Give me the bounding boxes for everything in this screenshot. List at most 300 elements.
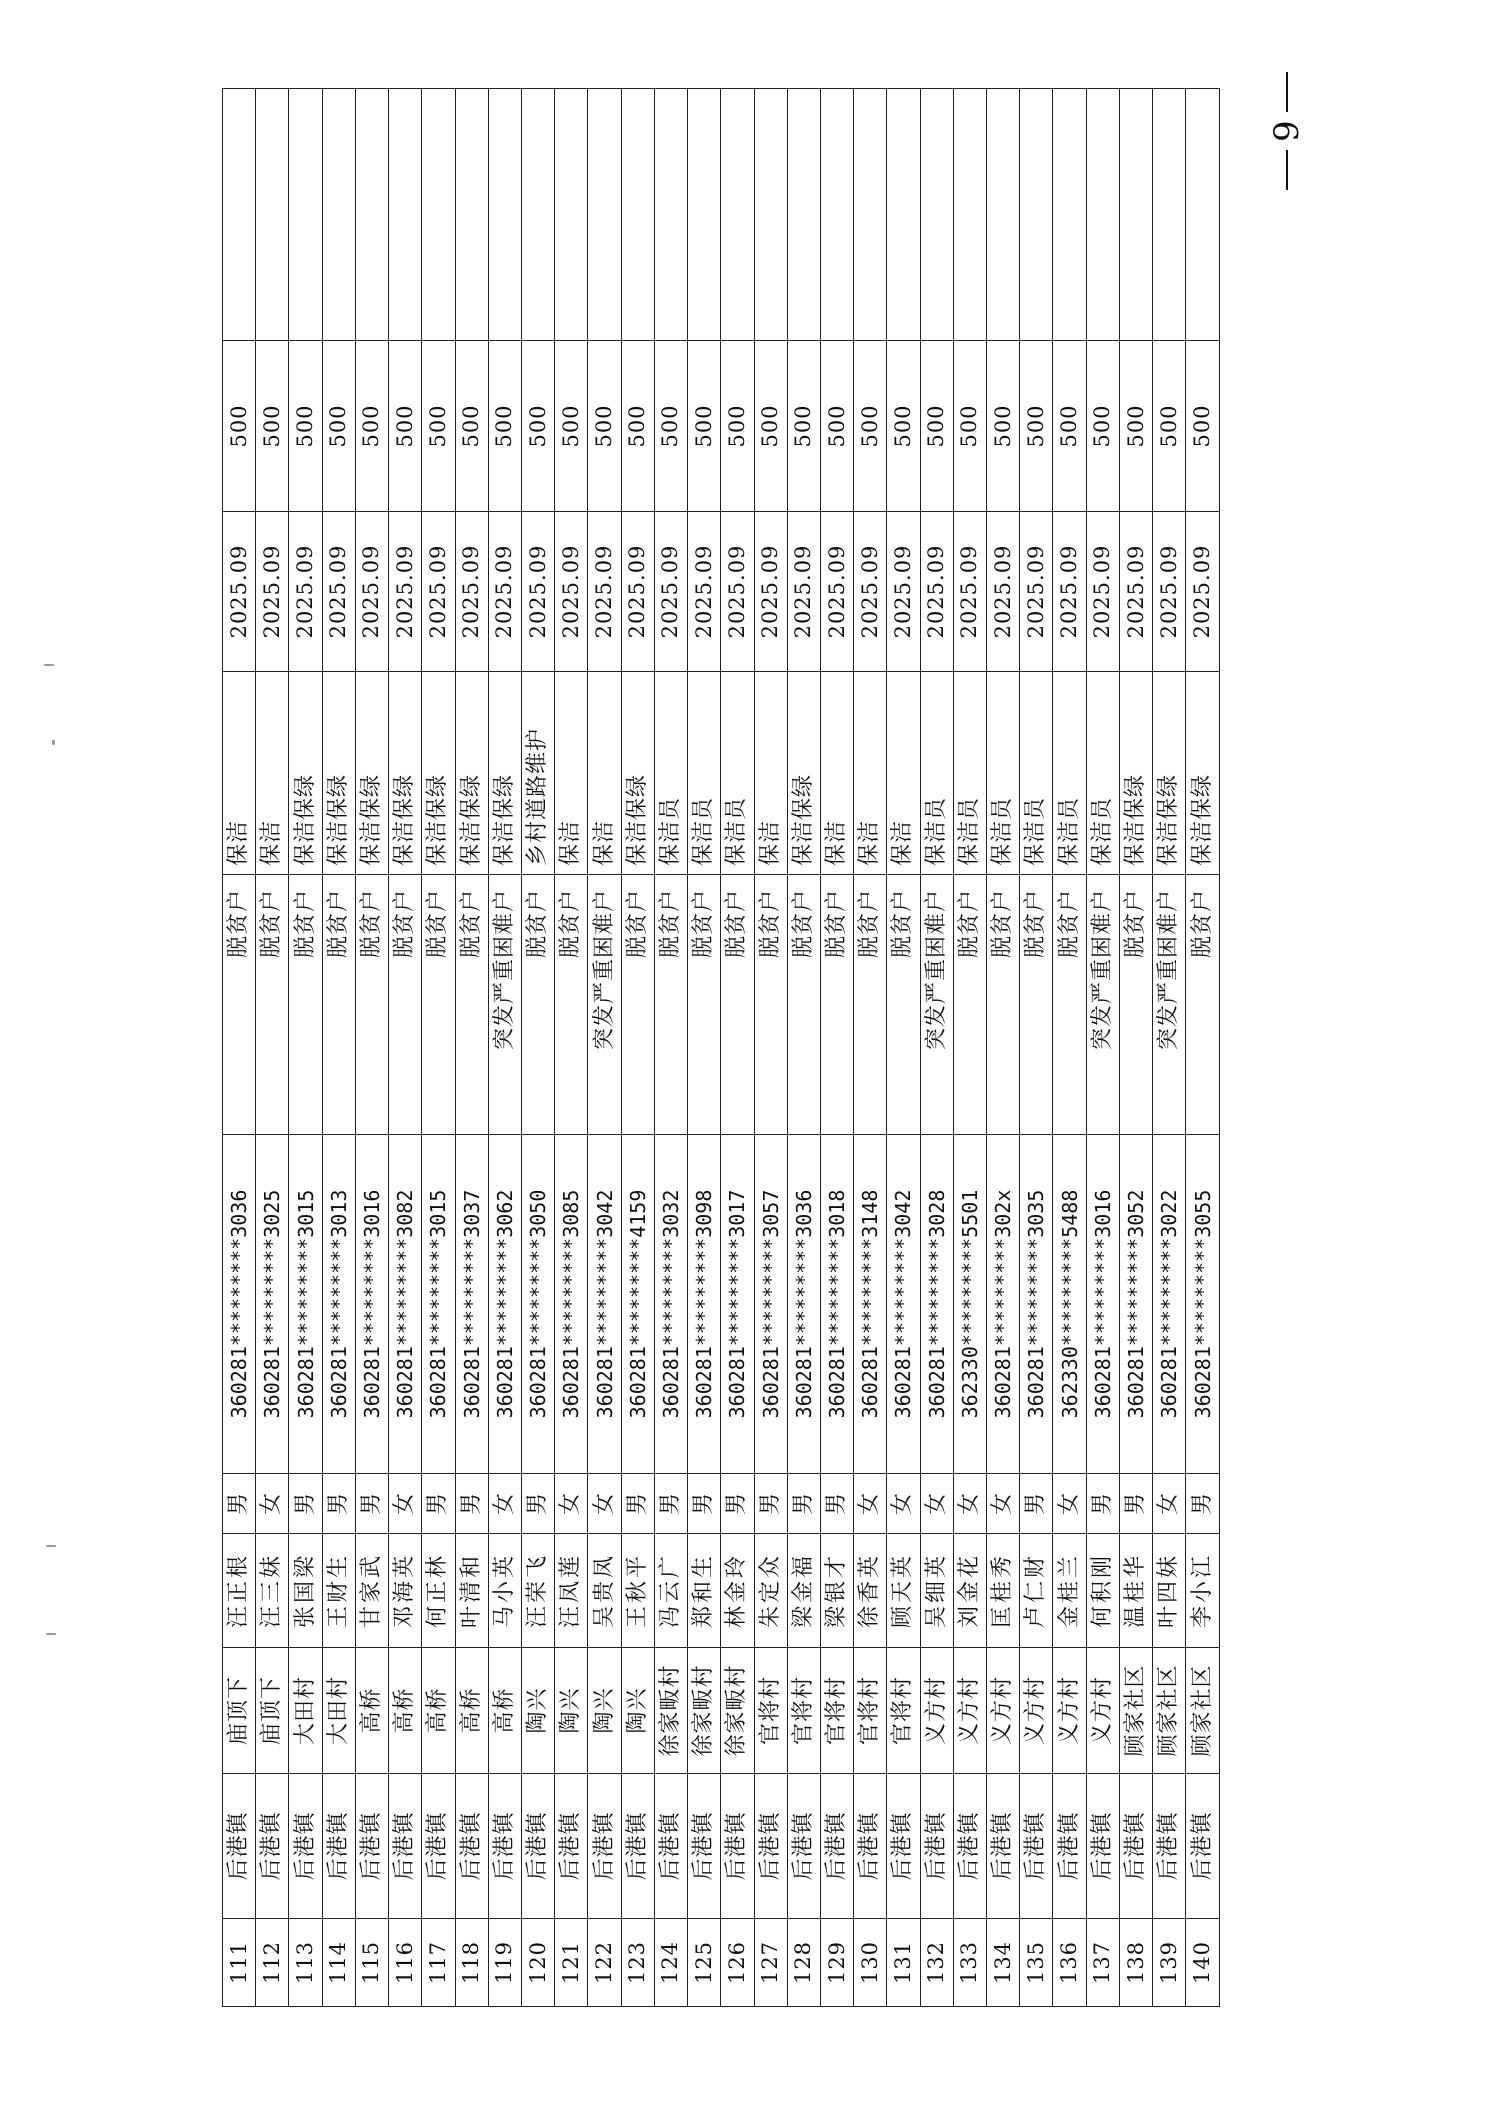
- town-cell: 后港镇: [688, 1774, 721, 1919]
- row-number-cell: 131: [887, 1919, 920, 2007]
- job-cell: 保洁员: [1053, 672, 1086, 875]
- row-number-cell: 116: [389, 1919, 422, 2007]
- town-cell: 后港镇: [920, 1774, 953, 1919]
- table-row: [455, 89, 488, 2007]
- job-cell: 保洁保绿: [787, 672, 820, 875]
- amount-cell: 500: [322, 341, 355, 512]
- household-status-cell: 突发严重困难户: [1153, 875, 1186, 1135]
- village-cell: 官将村: [820, 1648, 853, 1774]
- household-status-cell: 脱贫户: [1020, 875, 1053, 1135]
- household-status-cell: 脱贫户: [521, 875, 554, 1135]
- gender-cell: 女: [488, 1474, 521, 1534]
- town-cell: 后港镇: [1119, 1774, 1152, 1919]
- table-row: [588, 89, 621, 2007]
- gender-cell: 女: [256, 1474, 289, 1534]
- row-number-cell: 125: [688, 1919, 721, 2007]
- job-cell: 保洁员: [953, 672, 986, 875]
- remark-cell: [256, 89, 289, 341]
- town-cell: 后港镇: [389, 1774, 422, 1919]
- village-cell: 高桥: [488, 1648, 521, 1774]
- town-cell: 后港镇: [256, 1774, 289, 1919]
- village-cell: 徐家畈村: [721, 1648, 754, 1774]
- amount-cell: 500: [588, 341, 621, 512]
- date-cell: 2025.09: [987, 512, 1020, 672]
- household-status-cell: 脱贫户: [1053, 875, 1086, 1135]
- remark-cell: [555, 89, 588, 341]
- date-cell: 2025.09: [488, 512, 521, 672]
- id-number-cell: 360281*********3062: [488, 1135, 521, 1474]
- gender-cell: 男: [621, 1474, 654, 1534]
- name-cell: 徐香英: [854, 1534, 887, 1648]
- village-cell: 官将村: [887, 1648, 920, 1774]
- id-number-cell: 360281*********3015: [422, 1135, 455, 1474]
- date-cell: 2025.09: [953, 512, 986, 672]
- id-number-cell: 360281*********4159: [621, 1135, 654, 1474]
- job-cell: 保洁员: [920, 672, 953, 875]
- household-status-cell: 突发严重困难户: [920, 875, 953, 1135]
- town-cell: 后港镇: [854, 1774, 887, 1919]
- amount-cell: 500: [1053, 341, 1086, 512]
- amount-cell: 500: [521, 341, 554, 512]
- village-cell: 高桥: [455, 1648, 488, 1774]
- remark-cell: [654, 89, 687, 341]
- amount-cell: 500: [953, 341, 986, 512]
- table-row: [389, 89, 422, 2007]
- village-cell: 陶兴: [588, 1648, 621, 1774]
- village-cell: 庙顶下: [256, 1648, 289, 1774]
- id-number-cell: 360281*********3042: [887, 1135, 920, 1474]
- village-cell: 高桥: [389, 1648, 422, 1774]
- gender-cell: 女: [1153, 1474, 1186, 1534]
- remark-cell: [1020, 89, 1053, 341]
- name-cell: 马小英: [488, 1534, 521, 1648]
- gender-cell: 女: [555, 1474, 588, 1534]
- village-cell: 陶兴: [521, 1648, 554, 1774]
- amount-cell: 500: [455, 341, 488, 512]
- job-cell: 保洁保绿: [455, 672, 488, 875]
- job-cell: 保洁员: [1086, 672, 1119, 875]
- name-cell: 张国梁: [289, 1534, 322, 1648]
- row-number-cell: 138: [1119, 1919, 1152, 2007]
- id-number-cell: 360281*********3098: [688, 1135, 721, 1474]
- table-row: [488, 89, 521, 2007]
- household-status-cell: 突发严重困难户: [1086, 875, 1119, 1135]
- remark-cell: [289, 89, 322, 341]
- village-cell: 顾家社区: [1186, 1648, 1220, 1774]
- date-cell: 2025.09: [555, 512, 588, 672]
- date-cell: 2025.09: [688, 512, 721, 672]
- amount-cell: 500: [488, 341, 521, 512]
- job-cell: 保洁: [256, 672, 289, 875]
- id-number-cell: 360281*********3082: [389, 1135, 422, 1474]
- name-cell: 李小江: [1186, 1534, 1220, 1648]
- job-cell: 保洁保绿: [322, 672, 355, 875]
- village-cell: 大田村: [322, 1648, 355, 1774]
- date-cell: 2025.09: [654, 512, 687, 672]
- amount-cell: 500: [1086, 341, 1119, 512]
- table-row: [1153, 89, 1186, 2007]
- job-cell: 保洁: [555, 672, 588, 875]
- household-status-cell: 脱贫户: [621, 875, 654, 1135]
- village-cell: 庙顶下: [223, 1648, 256, 1774]
- household-status-cell: 脱贫户: [355, 875, 388, 1135]
- name-cell: 林金玲: [721, 1534, 754, 1648]
- household-status-cell: 脱贫户: [389, 875, 422, 1135]
- scan-speck: [46, 1633, 56, 1635]
- remark-cell: [588, 89, 621, 341]
- id-number-cell: 360281*********3032: [654, 1135, 687, 1474]
- date-cell: 2025.09: [289, 512, 322, 672]
- date-cell: 2025.09: [854, 512, 887, 672]
- town-cell: 后港镇: [1053, 1774, 1086, 1919]
- table-row: [887, 89, 920, 2007]
- village-cell: 义方村: [1020, 1648, 1053, 1774]
- job-cell: 保洁: [887, 672, 920, 875]
- id-number-cell: 360281*********3035: [1020, 1135, 1053, 1474]
- row-number-cell: 118: [455, 1919, 488, 2007]
- household-status-cell: 脱贫户: [256, 875, 289, 1135]
- remark-cell: [1119, 89, 1152, 341]
- row-number-cell: 124: [654, 1919, 687, 2007]
- id-number-cell: 360281*********3148: [854, 1135, 887, 1474]
- table-row: [820, 89, 853, 2007]
- row-number-cell: 134: [987, 1919, 1020, 2007]
- gender-cell: 女: [920, 1474, 953, 1534]
- gender-cell: 男: [787, 1474, 820, 1534]
- gender-cell: 男: [820, 1474, 853, 1534]
- amount-cell: 500: [1186, 341, 1220, 512]
- table-row: [987, 89, 1020, 2007]
- date-cell: 2025.09: [256, 512, 289, 672]
- remark-cell: [455, 89, 488, 341]
- gender-cell: 男: [1119, 1474, 1152, 1534]
- row-number-cell: 137: [1086, 1919, 1119, 2007]
- town-cell: 后港镇: [621, 1774, 654, 1919]
- name-cell: 邓海英: [389, 1534, 422, 1648]
- gender-cell: 男: [754, 1474, 787, 1534]
- amount-cell: 500: [621, 341, 654, 512]
- village-cell: 顾家社区: [1153, 1648, 1186, 1774]
- id-number-cell: 360281*********3085: [555, 1135, 588, 1474]
- amount-cell: 500: [887, 341, 920, 512]
- household-status-cell: 脱贫户: [322, 875, 355, 1135]
- village-cell: 陶兴: [555, 1648, 588, 1774]
- table-row: [920, 89, 953, 2007]
- remark-cell: [920, 89, 953, 341]
- name-cell: 吴细英: [920, 1534, 953, 1648]
- amount-cell: 500: [256, 341, 289, 512]
- name-cell: 温桂华: [1119, 1534, 1152, 1648]
- job-cell: 保洁保绿: [355, 672, 388, 875]
- id-number-cell: 360281*********3052: [1119, 1135, 1152, 1474]
- gender-cell: 男: [721, 1474, 754, 1534]
- job-cell: 保洁保绿: [389, 672, 422, 875]
- household-status-cell: 脱贫户: [555, 875, 588, 1135]
- town-cell: 后港镇: [721, 1774, 754, 1919]
- row-number-cell: 122: [588, 1919, 621, 2007]
- remark-cell: [422, 89, 455, 341]
- id-number-cell: 360281*********302x: [987, 1135, 1020, 1474]
- town-cell: 后港镇: [1020, 1774, 1053, 1919]
- id-number-cell: 362330*********5501: [953, 1135, 986, 1474]
- amount-cell: 500: [987, 341, 1020, 512]
- table-row: [754, 89, 787, 2007]
- table-row: [355, 89, 388, 2007]
- row-number-cell: 127: [754, 1919, 787, 2007]
- remark-cell: [887, 89, 920, 341]
- town-cell: 后港镇: [355, 1774, 388, 1919]
- remark-cell: [787, 89, 820, 341]
- roster-table-container: [222, 89, 1220, 2007]
- village-cell: 大田村: [289, 1648, 322, 1774]
- row-number-cell: 113: [289, 1919, 322, 2007]
- name-cell: 金桂兰: [1053, 1534, 1086, 1648]
- remark-cell: [721, 89, 754, 341]
- amount-cell: 500: [1153, 341, 1186, 512]
- name-cell: 叶清和: [455, 1534, 488, 1648]
- village-cell: 顾家社区: [1119, 1648, 1152, 1774]
- job-cell: 保洁保绿: [1119, 672, 1152, 875]
- scan-speck: [52, 740, 55, 745]
- remark-cell: [754, 89, 787, 341]
- date-cell: 2025.09: [1119, 512, 1152, 672]
- amount-cell: 500: [389, 341, 422, 512]
- job-cell: 保洁保绿: [1153, 672, 1186, 875]
- scan-speck: [44, 664, 54, 666]
- household-status-cell: 脱贫户: [422, 875, 455, 1135]
- id-number-cell: 360281*********3013: [322, 1135, 355, 1474]
- amount-cell: 500: [223, 341, 256, 512]
- date-cell: 2025.09: [920, 512, 953, 672]
- row-number-cell: 132: [920, 1919, 953, 2007]
- name-cell: 汪三妹: [256, 1534, 289, 1648]
- town-cell: 后港镇: [754, 1774, 787, 1919]
- id-number-cell: 360281*********3025: [256, 1135, 289, 1474]
- amount-cell: 500: [1119, 341, 1152, 512]
- name-cell: 朱定众: [754, 1534, 787, 1648]
- village-cell: 陶兴: [621, 1648, 654, 1774]
- name-cell: 何正林: [422, 1534, 455, 1648]
- remark-cell: [521, 89, 554, 341]
- household-status-cell: 脱贫户: [787, 875, 820, 1135]
- town-cell: 后港镇: [289, 1774, 322, 1919]
- row-number-cell: 136: [1053, 1919, 1086, 2007]
- id-number-cell: 360281*********3057: [754, 1135, 787, 1474]
- gender-cell: 女: [389, 1474, 422, 1534]
- date-cell: 2025.09: [1020, 512, 1053, 672]
- table-row: [854, 89, 887, 2007]
- name-cell: 匡桂秀: [987, 1534, 1020, 1648]
- row-number-cell: 128: [787, 1919, 820, 2007]
- remark-cell: [820, 89, 853, 341]
- page-number-dash-left: [1286, 150, 1288, 190]
- amount-cell: 500: [355, 341, 388, 512]
- town-cell: 后港镇: [422, 1774, 455, 1919]
- id-number-cell: 360281*********3017: [721, 1135, 754, 1474]
- table-row: [521, 89, 554, 2007]
- table-row: [1020, 89, 1053, 2007]
- name-cell: 王财生: [322, 1534, 355, 1648]
- village-cell: 官将村: [787, 1648, 820, 1774]
- remark-cell: [621, 89, 654, 341]
- gender-cell: 女: [854, 1474, 887, 1534]
- job-cell: 乡村道路维护: [521, 672, 554, 875]
- date-cell: 2025.09: [389, 512, 422, 672]
- name-cell: 汪荣飞: [521, 1534, 554, 1648]
- amount-cell: 500: [820, 341, 853, 512]
- household-status-cell: 脱贫户: [721, 875, 754, 1135]
- household-status-cell: 脱贫户: [1186, 875, 1220, 1135]
- gender-cell: 男: [355, 1474, 388, 1534]
- date-cell: 2025.09: [1086, 512, 1119, 672]
- name-cell: 王秋平: [621, 1534, 654, 1648]
- gender-cell: 男: [1186, 1474, 1220, 1534]
- row-number-cell: 126: [721, 1919, 754, 2007]
- job-cell: 保洁员: [654, 672, 687, 875]
- town-cell: 后港镇: [787, 1774, 820, 1919]
- name-cell: 叶四妹: [1153, 1534, 1186, 1648]
- row-number-cell: 133: [953, 1919, 986, 2007]
- id-number-cell: 360281*********3016: [355, 1135, 388, 1474]
- row-number-cell: 139: [1153, 1919, 1186, 2007]
- name-cell: 何积刚: [1086, 1534, 1119, 1648]
- village-cell: 徐家畈村: [654, 1648, 687, 1774]
- household-status-cell: 突发严重困难户: [488, 875, 521, 1135]
- gender-cell: 女: [588, 1474, 621, 1534]
- gender-cell: 女: [1053, 1474, 1086, 1534]
- town-cell: 后港镇: [521, 1774, 554, 1919]
- gender-cell: 男: [688, 1474, 721, 1534]
- scan-speck: [46, 1545, 56, 1547]
- amount-cell: 500: [1020, 341, 1053, 512]
- village-cell: 高桥: [355, 1648, 388, 1774]
- village-cell: 义方村: [1053, 1648, 1086, 1774]
- id-number-cell: 360281*********3042: [588, 1135, 621, 1474]
- household-status-cell: 脱贫户: [289, 875, 322, 1135]
- household-status-cell: 脱贫户: [1119, 875, 1152, 1135]
- page-number-dash-right: [1286, 72, 1288, 112]
- gender-cell: 女: [887, 1474, 920, 1534]
- remark-cell: [1153, 89, 1186, 341]
- job-cell: 保洁保绿: [422, 672, 455, 875]
- town-cell: 后港镇: [987, 1774, 1020, 1919]
- remark-cell: [1186, 89, 1220, 341]
- gender-cell: 男: [521, 1474, 554, 1534]
- date-cell: 2025.09: [721, 512, 754, 672]
- remark-cell: [223, 89, 256, 341]
- id-number-cell: 360281*********3022: [1153, 1135, 1186, 1474]
- name-cell: 郑和生: [688, 1534, 721, 1648]
- table-row: [953, 89, 986, 2007]
- job-cell: 保洁: [223, 672, 256, 875]
- table-row: [1086, 89, 1119, 2007]
- village-cell: 义方村: [953, 1648, 986, 1774]
- town-cell: 后港镇: [322, 1774, 355, 1919]
- name-cell: 吴贵凤: [588, 1534, 621, 1648]
- date-cell: 2025.09: [1153, 512, 1186, 672]
- table-row: [223, 89, 256, 2007]
- gender-cell: 男: [1086, 1474, 1119, 1534]
- name-cell: 汪正根: [223, 1534, 256, 1648]
- town-cell: 后港镇: [953, 1774, 986, 1919]
- table-row: [1119, 89, 1152, 2007]
- remark-cell: [854, 89, 887, 341]
- table-row: [422, 89, 455, 2007]
- row-number-cell: 115: [355, 1919, 388, 2007]
- job-cell: 保洁: [588, 672, 621, 875]
- id-number-cell: 360281*********3015: [289, 1135, 322, 1474]
- date-cell: 2025.09: [322, 512, 355, 672]
- amount-cell: 500: [754, 341, 787, 512]
- id-number-cell: 360281*********3018: [820, 1135, 853, 1474]
- table-row: [654, 89, 687, 2007]
- village-cell: 高桥: [422, 1648, 455, 1774]
- remark-cell: [1053, 89, 1086, 341]
- gender-cell: 女: [953, 1474, 986, 1534]
- town-cell: 后港镇: [820, 1774, 853, 1919]
- job-cell: 保洁员: [987, 672, 1020, 875]
- job-cell: 保洁: [820, 672, 853, 875]
- household-status-cell: 脱贫户: [688, 875, 721, 1135]
- row-number-cell: 123: [621, 1919, 654, 2007]
- household-status-cell: 脱贫户: [455, 875, 488, 1135]
- village-cell: 义方村: [1086, 1648, 1119, 1774]
- row-number-cell: 120: [521, 1919, 554, 2007]
- table-row: [688, 89, 721, 2007]
- date-cell: 2025.09: [820, 512, 853, 672]
- village-cell: 官将村: [854, 1648, 887, 1774]
- id-number-cell: 360281*********3036: [223, 1135, 256, 1474]
- page-number: [1262, 0, 1312, 190]
- amount-cell: 500: [920, 341, 953, 512]
- job-cell: 保洁: [754, 672, 787, 875]
- town-cell: 后港镇: [488, 1774, 521, 1919]
- row-number-cell: 112: [256, 1919, 289, 2007]
- household-status-cell: 脱贫户: [953, 875, 986, 1135]
- row-number-cell: 119: [488, 1919, 521, 2007]
- id-number-cell: 360281*********3016: [1086, 1135, 1119, 1474]
- remark-cell: [953, 89, 986, 341]
- job-cell: 保洁员: [721, 672, 754, 875]
- date-cell: 2025.09: [455, 512, 488, 672]
- gender-cell: 男: [455, 1474, 488, 1534]
- town-cell: 后港镇: [588, 1774, 621, 1919]
- name-cell: 刘金花: [953, 1534, 986, 1648]
- town-cell: 后港镇: [1153, 1774, 1186, 1919]
- town-cell: 后港镇: [1186, 1774, 1220, 1919]
- date-cell: 2025.09: [754, 512, 787, 672]
- id-number-cell: 360281*********3036: [787, 1135, 820, 1474]
- amount-cell: 500: [787, 341, 820, 512]
- id-number-cell: 360281*********3028: [920, 1135, 953, 1474]
- name-cell: 梁金福: [787, 1534, 820, 1648]
- row-number-cell: 111: [223, 1919, 256, 2007]
- village-cell: 官将村: [754, 1648, 787, 1774]
- date-cell: 2025.09: [887, 512, 920, 672]
- town-cell: 后港镇: [223, 1774, 256, 1919]
- row-number-cell: 135: [1020, 1919, 1053, 2007]
- id-number-cell: 362330*********5488: [1053, 1135, 1086, 1474]
- remark-cell: [389, 89, 422, 341]
- household-status-cell: 脱贫户: [987, 875, 1020, 1135]
- name-cell: 梁银才: [820, 1534, 853, 1648]
- date-cell: 2025.09: [422, 512, 455, 672]
- page-number-value: 9: [1267, 120, 1307, 142]
- town-cell: 后港镇: [555, 1774, 588, 1919]
- job-cell: 保洁保绿: [488, 672, 521, 875]
- job-cell: 保洁: [854, 672, 887, 875]
- household-status-cell: 脱贫户: [887, 875, 920, 1135]
